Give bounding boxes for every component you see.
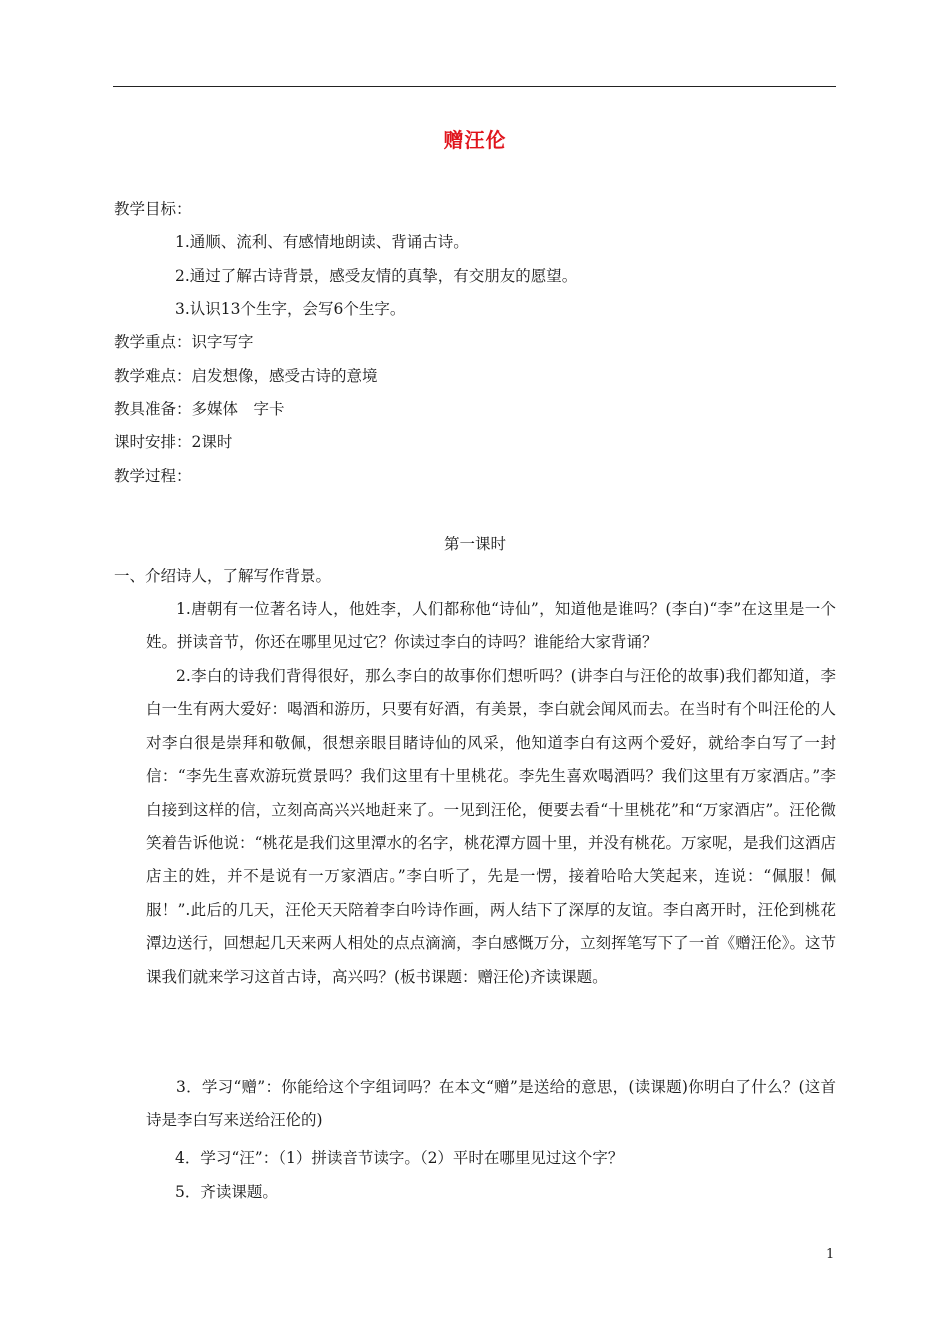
paragraph: 2.李白的诗我们背得很好，那么李白的故事你们想听吗？(讲李白与汪伦的故事)我们都知道，李白一生有两大爱好：喝酒和游历，只要有好酒，有美景，李白就会闻风而去。在当时有个叫汪伦的人对李白很是崇拜和敬佩，很想亲眼目睹诗仙的风采，他知道李白有这两个爱好，就给李白写了一封信：“李先生喜欢游玩赏景吗？我们这里有十里桃花。李先生喜欢喝酒吗？我们这里有万家酒店。”李白接到这样的信，立刻高高兴兴地赶来了。一见到汪伦，便要去看“十里桃花”和“万家酒店”。汪伦微笑着告诉他说：“桃花是我们这里潭水的名字，桃花潭方圆十里，并没有桃花。万家呢，是我们这酒店店主的姓，并不是说有一万家酒店。”李白听了，先是一愣，接着哈哈大笑起来，连说：“佩服！佩服！”.此后的几天，汪伦天天陪着李白吟诗作画，两人结下了深厚的友谊。李白离开时，汪伦到桃花潭边送行，回想起几天来两人相处的点点滴滴，李白感慨万分，立刻挥笔写下了一首《赠汪伦》。这节课我们就来学习这首古诗，高兴吗？(板书课题：赠汪伦)齐读课题。 <box>146 667 836 986</box>
difficulties: 教学难点：启发想像，感受古诗的意境 <box>114 367 378 385</box>
process-heading: 教学过程： <box>114 467 192 485</box>
objectives-heading: 教学目标： <box>114 200 192 218</box>
list-item: 5．齐读课题。 <box>175 1183 278 1201</box>
paragraph: 1.唐朝有一位著名诗人，他姓李，人们都称他“诗仙”，知道他是谁吗？(李白)“李”在这里是一个姓。拼读音节，你还在哪里见过它？你读过李白的诗吗？谁能给大家背诵？ <box>146 600 836 652</box>
list-item: 4．学习“汪”：（1）拼读音节读字。（2）平时在哪里见过这个字？ <box>175 1149 624 1167</box>
header-rule <box>113 86 836 87</box>
lesson-title: 第一课时 <box>443 535 506 553</box>
key-points: 教学重点：识字写字 <box>114 333 254 351</box>
page-title: 赠汪伦 <box>443 128 507 152</box>
materials: 教具准备：多媒体 字卡 <box>114 400 285 418</box>
schedule: 课时安排：2课时 <box>114 433 233 451</box>
paragraph: 3．学习“赠”：你能给这个字组词吗？在本文“赠”是送给的意思，(读课题)你明白了什么？(这首诗是李白写来送给汪伦的) <box>146 1078 836 1130</box>
section-heading: 一、介绍诗人，了解写作背景。 <box>114 567 332 585</box>
objective-item: 1.通顺、流利、有感情地朗读、背诵古诗。 <box>175 233 469 251</box>
objective-item: 3.认识13个生字，会写6个生字。 <box>175 300 406 318</box>
objective-item: 2.通过了解古诗背景，感受友情的真挚，有交朋友的愿望。 <box>175 267 578 285</box>
page-number: 1 <box>826 1247 835 1262</box>
